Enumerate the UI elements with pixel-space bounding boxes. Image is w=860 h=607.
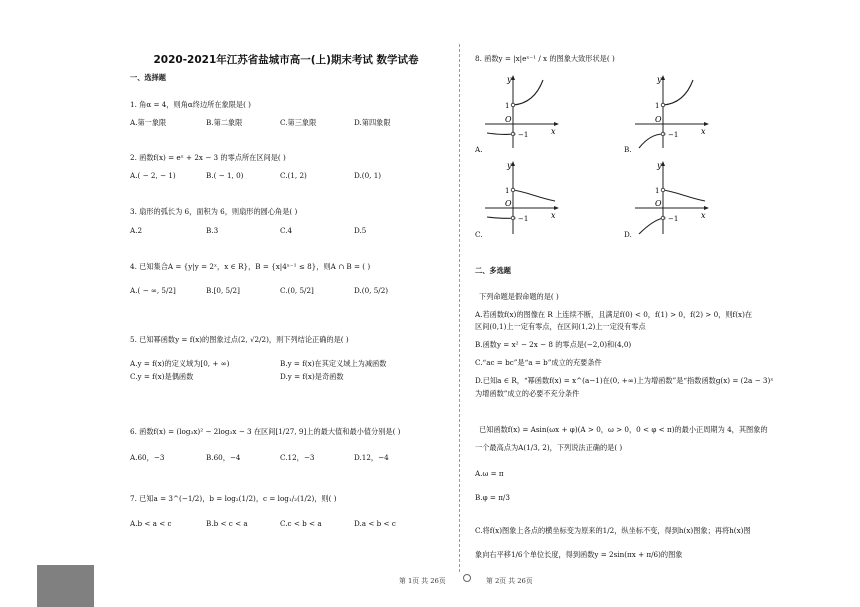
q8-stem: 8. 函数y = |x|eˣ⁻¹ / x 的图象大致形状是( ) [475,54,615,63]
q8-graph-b [633,72,711,150]
q2-stem: 2. 函数f(x) = eˣ + 2x − 3 的零点所在区间是( ) [130,153,286,162]
q5-option-c: C.y = f(x)是偶函数 [130,372,194,381]
q7-option-b: B.b < c < a [206,519,248,528]
q2-option-c: C.(1, 2) [280,171,307,180]
q4-option-b: B.[0, 5/2] [206,286,240,295]
q2-option-b: B.( − 1, 0) [206,171,244,180]
q8-graph-a [483,72,561,150]
q4-option-c: C.(0, 5/2] [280,286,314,295]
q10-stem-line2: 一个最高点为A(1/3, 2)，下列说法正确的是( ) [475,443,623,452]
q10-option-a: A.ω = π [475,469,504,478]
q8-a-neg-one-label: −1 [518,131,529,139]
q8-option-a: A. [475,145,483,154]
q8-b-y-label: y [657,75,662,84]
q9-option-b: B.函数y = x² − 2x − 8 的零点是(−2,0)和(4,0) [475,340,632,349]
section-multi-choice: 二、多选题 [475,266,511,275]
q8-graph-d [633,158,711,236]
gear-icon [463,574,471,582]
q1-option-a: A.第一象限 [130,118,167,127]
q10-option-b: B.φ = π/3 [475,493,510,502]
q9-option-d-line1: D.已知a ∈ R，“幂函数f(x) = x^(a−1)在(0, +∞)上为增函数”是“指数函数g(x) = (2a − 3)ˣ [475,376,774,385]
q4-option-a: A.( − ∞, 5/2] [130,286,176,295]
q2-option-a: A.( − 2, − 1) [130,171,176,180]
q6-option-c: C.12，−3 [280,453,315,462]
q10-option-c-line2: 象向右平移1/6个单位长度，得到函数y = 2sin(πx + π/6)的图象 [475,550,683,559]
q8-d-y-label: y [657,161,662,170]
q1-option-c: C.第三象限 [280,118,317,127]
right-page [471,0,811,581]
q5-stem: 5. 已知幂函数y = f(x)的图象过点(2, √2/2)，则下列结论正确的是( ) [130,335,349,344]
q8-graph-c [483,158,561,236]
q3-option-b: B.3 [206,226,219,235]
page-divider [459,44,460,572]
q6-option-b: B.60，−4 [206,453,241,462]
q8-option-c: C. [475,230,483,239]
q8-a-origin-label: O [505,115,512,124]
left-page [126,0,446,581]
q10-option-c-line1: C.将f(x)图象上各点的横坐标变为原来的1/2，纵坐标不变，得到h(x)图象；再将h(x)图 [475,526,751,535]
q8-d-origin-label: O [655,199,662,208]
q8-d-neg-one-label: −1 [668,215,679,223]
q8-b-neg-one-label: −1 [668,131,679,139]
q9-option-a-line2: 区间(0,1)上一定有零点，在区间(1,2)上一定没有零点 [475,322,646,331]
footer-page-right: 第 2页 共 26页 [486,577,533,585]
q5-option-d: D.y = f(x)是奇函数 [280,372,344,381]
q6-stem: 6. 函数f(x) = (log₃x)² − 2log₃x − 3 在区间[1/27, 9]上的最大值和最小值分别是( ) [130,427,401,436]
q10-stem-line1: 已知函数f(x) = Asin(ωx + φ)(A > 0，ω > 0，0 < φ < π)的最小正周期为 4，其图象的 [479,425,768,434]
q1-stem: 1. 角α = 4，则角α终边所在象限是( ) [130,100,251,109]
q7-option-d: D.a < b < c [354,519,396,528]
q3-option-a: A.2 [130,226,143,235]
q4-option-d: D.(0, 5/2) [354,286,389,295]
q3-option-c: C.4 [280,226,293,235]
q1-option-b: B.第二象限 [206,118,243,127]
q8-c-one-label: 1 [505,187,510,195]
q6-option-d: D.12，−4 [354,453,389,462]
q8-option-b: B. [624,145,632,154]
q8-c-x-label: x [551,211,556,220]
page-title: 2020-2021年江苏省盐城市高一(上)期末考试 数学试卷 [153,54,419,66]
q8-d-x-label: x [701,211,706,220]
q8-b-one-label: 1 [655,102,660,110]
q8-d-one-label: 1 [655,187,660,195]
footer-page-left: 第 1页 共 26页 [399,577,446,585]
q8-b-origin-label: O [655,115,662,124]
q8-a-y-label: y [507,75,512,84]
q8-a-x-label: x [551,127,556,136]
q7-option-c: C.c < b < a [280,519,322,528]
q8-c-neg-one-label: −1 [518,215,529,223]
q5-option-b: B.y = f(x)在其定义域上为减函数 [280,359,387,368]
q5-option-a: A.y = f(x)的定义域为[0, + ∞) [130,359,230,368]
q7-option-a: A.b < a < c [130,519,172,528]
q3-stem: 3. 扇形的弧长为 6，面积为 6，则扇形的圆心角是( ) [130,207,298,216]
q8-b-x-label: x [701,127,706,136]
q8-option-d: D. [624,230,632,239]
corner-thumbnail [37,565,94,607]
q9-stem: 下列命题是假命题的是( ) [479,292,559,301]
q6-option-a: A.60，−3 [130,453,165,462]
q4-stem: 4. 已知集合A = {y|y = 2ˣ，x ∈ R}，B = {x|4ˣ⁻¹ ≤ 8}，则A ∩ B = ( ) [130,262,371,271]
q8-c-origin-label: O [505,199,512,208]
q8-a-one-label: 1 [505,102,510,110]
q3-option-d: D.5 [354,226,367,235]
q1-option-d: D.第四象限 [354,118,391,127]
q8-c-y-label: y [507,161,512,170]
q9-option-a-line1: A.若函数f(x)的图像在 R 上连续不断，且满足f(0) < 0，f(1) > 0，f(2) > 0，则f(x)在 [475,310,753,319]
q9-option-d-line2: 为增函数”成立的必要不充分条件 [475,389,580,398]
q9-option-c: C.“ac = bc”是“a = b”成立的充要条件 [475,358,602,367]
q7-stem: 7. 已知a = 3^(−1/2)，b = log₂(1/2)，c = log₁/₂(1/2)，则( ) [130,494,337,503]
q2-option-d: D.(0, 1) [354,171,382,180]
section-single-choice: 一、选择题 [130,73,166,82]
